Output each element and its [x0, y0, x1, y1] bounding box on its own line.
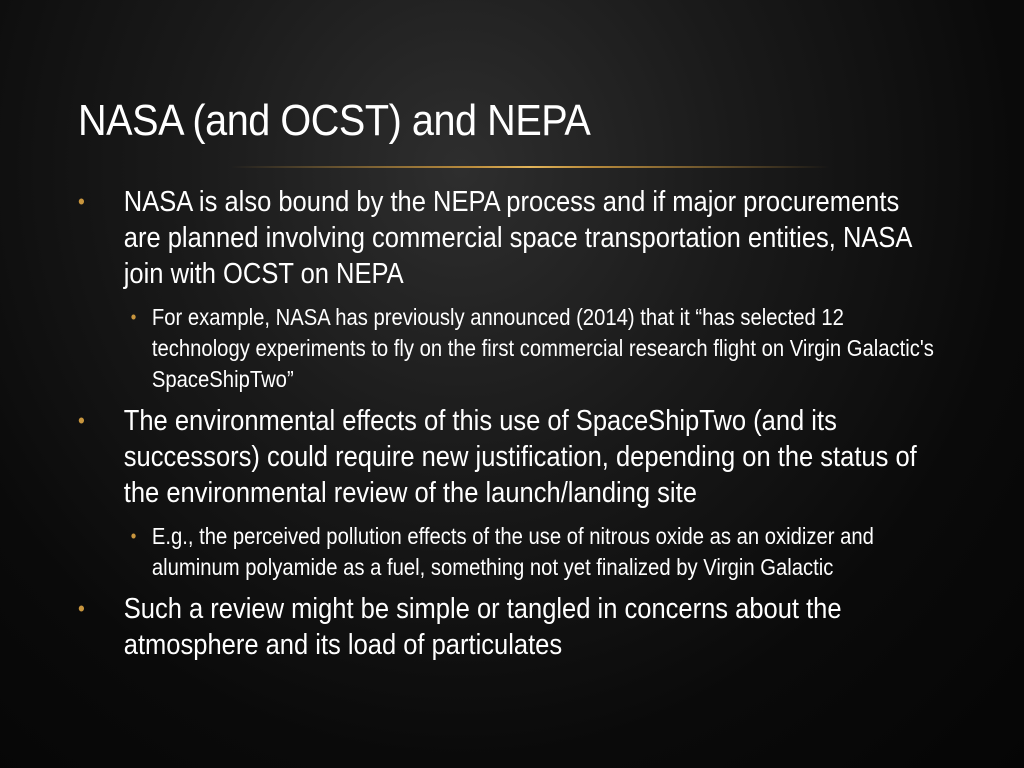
bullet-item-level1 [78, 184, 933, 292]
bullet-item-level2 [78, 302, 944, 395]
bullet-text: E.g., the perceived pollution effects of the use of nitrous oxide as an oxidizer and aluminum polyamide as a fuel, something not yet finalized by Virgin Galactic [151, 523, 874, 580]
bullet-dot-icon: • [130, 526, 137, 546]
bullet-item-level2 [78, 521, 944, 583]
bullet-text: NASA is also bound by the NEPA process and if major procurements are planned involving commercial space transportation entities, NASA join with OCST on NEPA [123, 186, 912, 290]
slide-title: NASA (and OCST) and NEPA [78, 96, 591, 145]
bullet-dot-icon: • [78, 408, 85, 433]
bullet-text: For example, NASA has previously announced (2014) that it “has selected 12 technology experiments to fly on the first commercial research flight on Virgin Galactic's SpaceShipTwo” [151, 304, 934, 392]
bullet-dot-icon: • [78, 596, 85, 621]
bullet-text: The environmental effects of this use of SpaceShipTwo (and its successors) could require new justification, depending on the status of the environmental review of the launch/landing site [123, 405, 917, 509]
slide-content [78, 184, 978, 663]
bullet-dot-icon: • [130, 307, 137, 327]
bullet-text: Such a review might be simple or tangled in concerns about the atmosphere and its load of particulates [123, 593, 842, 661]
bullet-dot-icon: • [78, 189, 85, 214]
bullet-item-level1 [78, 591, 933, 663]
bullet-item-level1 [78, 403, 933, 511]
title-divider [230, 166, 830, 168]
